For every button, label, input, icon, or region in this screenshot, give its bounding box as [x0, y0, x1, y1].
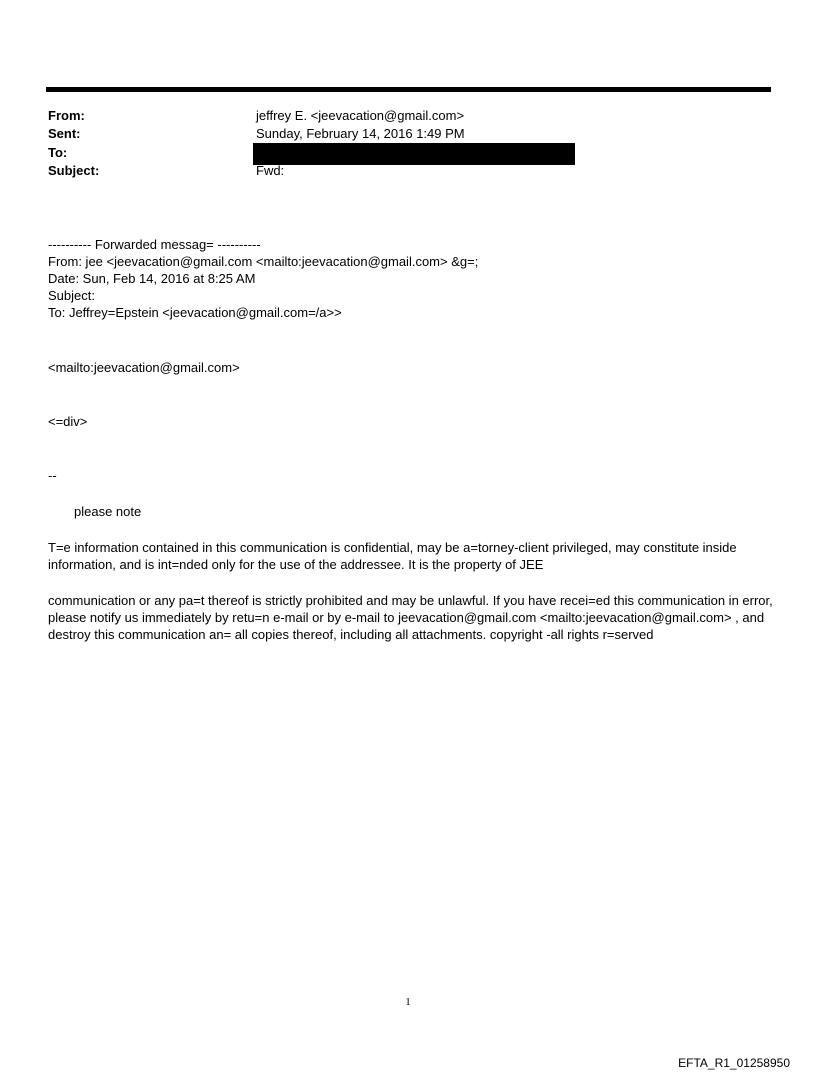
- fwd-to: To: Jeffrey=Epstein <jeevacation@gmail.com=/a>>: [48, 305, 342, 320]
- confidentiality-paragraph-1: T=e information contained in this communication is confidential, may be a=torney-client privileged, may constitute inside information, and is int=nded only for the use of the addressee. It is the property of JEE: [48, 540, 737, 572]
- to-label: To:: [48, 145, 68, 160]
- signature-dashes: --: [48, 468, 57, 483]
- subject-value: Fwd:: [256, 163, 285, 178]
- please-note: please note: [74, 504, 142, 519]
- div-line: <=div>: [48, 414, 88, 429]
- forward-marker: ---------- Forwarded messag= ----------: [48, 237, 261, 252]
- subject-label: Subject:: [48, 163, 100, 178]
- confidentiality-paragraph-2: communication or any pa=t thereof is strictly prohibited and may be unlawful. If you have recei=ed this communication in error, please notify us immediately by retu=n e-mail or by e-mail to jeevacation@gmail.com <mailto:jeevacation@gmail.com> , and destroy this communication an= all copies thereof, including all attachments. copyright -all rights r=served: [48, 593, 773, 642]
- page-number: 1: [405, 996, 411, 1008]
- mailto-line: <mailto:jeevacation@gmail.com>: [48, 360, 240, 375]
- fwd-subject: Subject:: [48, 288, 95, 303]
- sent-value: Sunday, February 14, 2016 1:49 PM: [256, 126, 465, 141]
- from-label: From:: [48, 108, 85, 123]
- bates-number: EFTA_R1_01258950: [678, 1056, 790, 1070]
- fwd-from: From: jee <jeevacation@gmail.com <mailto:jeevacation@gmail.com> &g=;: [48, 254, 479, 269]
- sent-label: Sent:: [48, 126, 81, 141]
- header-rule: [46, 87, 771, 92]
- fwd-date: Date: Sun, Feb 14, 2016 at 8:25 AM: [48, 271, 256, 286]
- from-value: jeffrey E. <jeevacation@gmail.com>: [256, 108, 465, 123]
- redaction-box: [253, 143, 575, 165]
